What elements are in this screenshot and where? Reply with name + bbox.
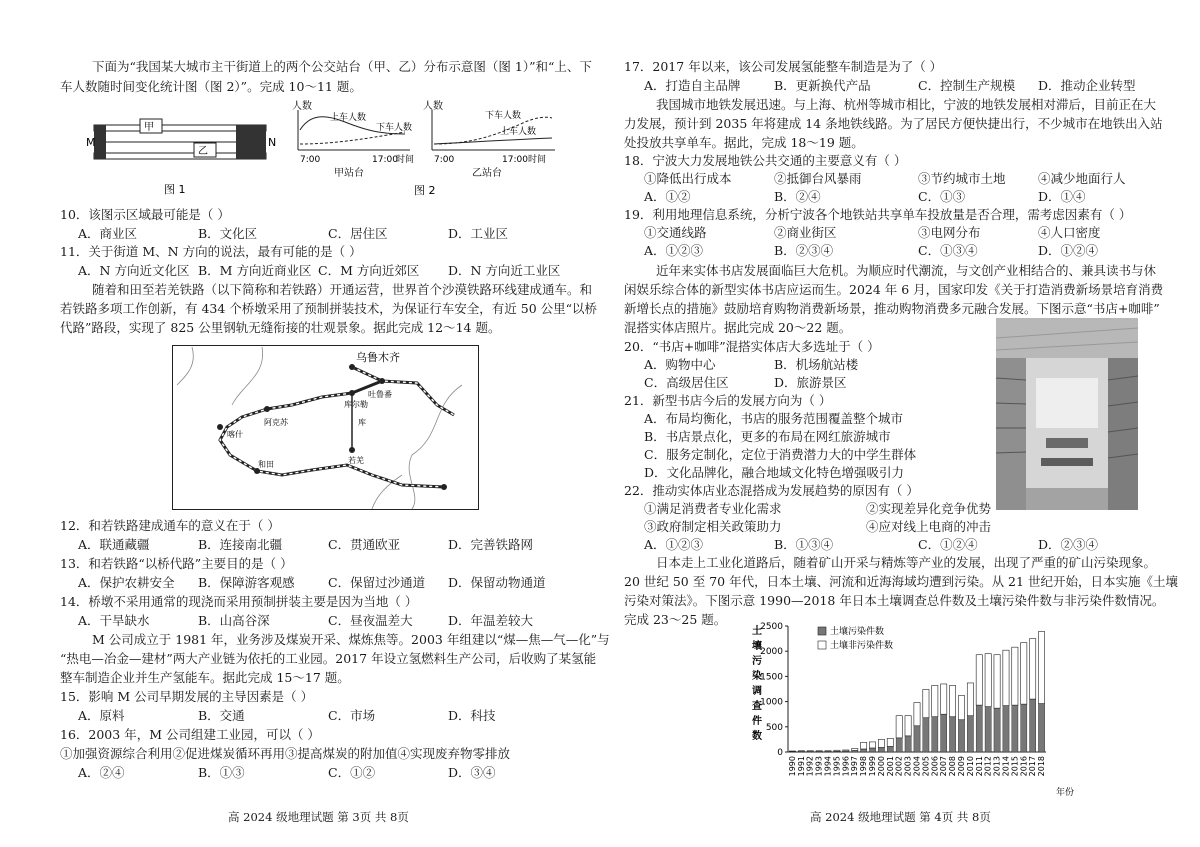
bar-non-polluted-1999 <box>869 742 875 748</box>
q12-opt-d: D．完善铁路网 <box>448 537 534 552</box>
q15-stem: 15．影响 M 公司早期发展的主导因素是（ ） <box>60 689 314 704</box>
map-korla: 库尔勒 <box>344 400 368 409</box>
q20-opt-d: D．旅游景区 <box>774 375 847 390</box>
q14-stem: 14．桥墩不采用通常的现浇而采用预制拼装主要是因为当地（ ） <box>60 594 418 609</box>
q16-opt-a: A．②④ <box>78 765 125 780</box>
chart-ylabel-char: 染 <box>752 671 762 682</box>
bar-non-polluted-1997 <box>852 748 858 750</box>
bar-non-polluted-1996 <box>843 750 849 751</box>
bar-polluted-2012 <box>985 707 991 752</box>
railway-map <box>172 345 480 511</box>
bar-non-polluted-2003 <box>905 716 911 736</box>
q18-item-1: ①降低出行成本 <box>644 171 732 186</box>
q18-item-4: ④减少地面行人 <box>1038 171 1126 186</box>
chart-x-tick-label-2000: 2000 <box>876 756 886 777</box>
bar-polluted-2000 <box>878 747 884 752</box>
rail-intro-2: 若铁路多项工作创新，有 434 个桥墩采用了预制拼装技术，为保证行车安全，有近 50 公里“以桥 <box>60 301 598 316</box>
q12-opt-a: A．联通藏疆 <box>78 537 150 552</box>
chart-xlabel: 年份 <box>1056 788 1075 798</box>
q17-opt-b: B．更新换代产品 <box>774 78 871 93</box>
chart-ylabel-char: 污 <box>752 656 762 667</box>
bs-intro-4: 混搭实体店照片。据此完成 20～22 题。 <box>624 320 852 335</box>
bar-polluted-2003 <box>905 736 911 752</box>
q22-stem: 22．推动实体店业态混搭成为发展趋势的原因有（ ） <box>624 483 919 498</box>
legend-non-polluted-swatch <box>818 641 826 649</box>
q15-opt-b: B．交通 <box>198 708 245 723</box>
bar-polluted-2017 <box>1030 699 1036 752</box>
m-intro-2: “热电—冶金—建材”两大产业链为依托的工业园。2017 年设立氢燃料生产公司，后收购了某氢能 <box>60 651 597 666</box>
fig2-jia-ylabel: 人数 <box>292 101 312 112</box>
q13-opt-b: B．保障游客观感 <box>198 575 295 590</box>
q19-item-3: ③电网分布 <box>918 225 981 240</box>
q16-stem: 16．2003 年，M 公司组建工业园，可以（ ） <box>60 727 320 742</box>
chart-legend <box>818 625 893 651</box>
q20-opt-c: C．高级居住区 <box>644 375 729 390</box>
q18-opt-d: D．①④ <box>1038 189 1086 204</box>
q13-stem: 13．和若铁路“以桥代路”主要目的是（ ） <box>60 556 293 571</box>
bar-polluted-2010 <box>967 716 973 752</box>
q16-opt-c: C．①② <box>328 765 376 780</box>
q21-opt-a: A．布局均衡化，书店的服务范围覆盖整个城市 <box>644 411 904 426</box>
fig2-jia-t2: 17:00 <box>372 155 398 165</box>
map-urumqi: 乌鲁木齐 <box>356 351 400 364</box>
q18-opt-b: B．②④ <box>774 189 821 204</box>
q11-opt-c: C．M 方向近郊区 <box>318 263 420 278</box>
bs-intro-1: 近年来实体书店发展面临巨大危机。为顺应时代潮流，与文创产业相结合的、兼具读书与休 <box>656 263 1157 278</box>
bar-non-polluted-2002 <box>896 716 902 738</box>
q17-opt-c: C．控制生产规模 <box>918 78 1016 93</box>
chart-y-tick-label: 500 <box>765 722 783 733</box>
bar-non-polluted-2014 <box>1003 650 1009 705</box>
q15-opt-c: C．市场 <box>328 708 376 723</box>
chart-x-tick-label-1990: 1990 <box>787 756 797 777</box>
q17-opt-d: D．推动企业转型 <box>1038 78 1136 93</box>
q14-opt-b: B．山高谷深 <box>198 613 270 628</box>
bar-non-polluted-2012 <box>985 654 991 707</box>
bar-non-polluted-2018 <box>1038 632 1044 704</box>
q17-opt-a: A．打造自主品牌 <box>644 78 741 93</box>
rail-intro-1: 随着和田至若羌铁路（以下简称和若铁路）开通运营，世界首个沙漠铁路环线建成通车。和 <box>92 282 593 297</box>
chart-x-tick-label-2008: 2008 <box>948 756 958 777</box>
q12-opt-c: C．贯通欧亚 <box>328 537 401 552</box>
chart-x-tick-label-2006: 2006 <box>930 756 940 777</box>
fig2-jia-station: 甲站台 <box>334 168 364 179</box>
bar-polluted-1998 <box>861 749 867 752</box>
q15-opt-d: D．科技 <box>448 708 496 723</box>
q13-opt-d: D．保留动物通道 <box>448 575 546 590</box>
fig1-caption: 图 1 <box>164 183 186 196</box>
bar-non-polluted-1992 <box>807 751 813 752</box>
q22-item-1: ①满足消费者专业化需求 <box>644 501 782 516</box>
chart-x-tick-label-2016: 2016 <box>1019 756 1029 777</box>
bar-non-polluted-2008 <box>949 685 955 716</box>
bar-non-polluted-2016 <box>1021 643 1027 704</box>
q16-opt-d: D．③④ <box>448 765 496 780</box>
q16-opt-b: B．①③ <box>198 765 245 780</box>
bar-polluted-2006 <box>932 717 938 752</box>
q18-item-3: ③节约城市土地 <box>918 171 1006 186</box>
bar-polluted-2002 <box>896 738 902 752</box>
q14-opt-c: C．昼夜温差大 <box>328 613 413 628</box>
bar-polluted-2001 <box>887 746 893 752</box>
soil-survey-chart <box>744 620 1108 820</box>
q22-opt-b: B．①③④ <box>774 537 834 552</box>
chart-x-tick-label-1999: 1999 <box>868 756 878 777</box>
bar-non-polluted-1990 <box>789 751 795 752</box>
q10-opt-d: D．工业区 <box>448 226 509 241</box>
bar-non-polluted-2011 <box>976 655 982 705</box>
chart-y-tick-label: 1500 <box>760 672 783 683</box>
bar-polluted-1999 <box>869 748 875 752</box>
chart-x-tick-label-2005: 2005 <box>921 756 931 777</box>
q10-opt-a: A．商业区 <box>78 226 138 241</box>
q19-item-2: ②商业街区 <box>774 225 837 240</box>
fig2-yi-station: 乙站台 <box>472 168 502 179</box>
chart-x-tick-label-1994: 1994 <box>823 756 833 777</box>
chart-ylabel-char: 壤 <box>752 641 762 652</box>
legend-polluted-label: 土壤污染件数 <box>830 627 885 637</box>
bar-non-polluted-1991 <box>798 751 804 752</box>
intro-line-2: 车人数随时间变化统计图（图 2）”。完成 10～11 题。 <box>60 79 362 94</box>
q19-opt-c: C．①③④ <box>918 243 978 258</box>
bar-polluted-2013 <box>994 708 1000 752</box>
chart-y-tick-label: 1000 <box>760 697 783 708</box>
fig2-caption: 图 2 <box>414 184 436 197</box>
bar-non-polluted-1993 <box>816 751 822 752</box>
bar-polluted-2018 <box>1038 704 1044 752</box>
chart-x-tick-label-2003: 2003 <box>903 756 913 777</box>
q22-opt-a: A．①②③ <box>644 537 704 552</box>
bar-non-polluted-2013 <box>994 655 1000 708</box>
chart-x-tick-label-2002: 2002 <box>894 756 904 777</box>
chart-x-tick-label-2018: 2018 <box>1037 756 1047 777</box>
m-intro-1: M 公司成立于 1981 年，业务涉及煤炭开采、煤炼焦等。2003 年组建以“煤—焦—气—化”与 <box>92 632 610 647</box>
chart-x-tick-label-1995: 1995 <box>832 756 842 777</box>
chart-x-tick-label-2014: 2014 <box>1001 756 1011 777</box>
chart-x-tick-label-1992: 1992 <box>805 756 815 777</box>
bar-non-polluted-1998 <box>861 742 867 749</box>
chart-x-tick-label-1998: 1998 <box>859 756 869 777</box>
nb-intro-1: 我国城市地铁发展迅速。与上海、杭州等城市相比，宁波的地铁发展相对滞后，目前正在大 <box>656 97 1157 112</box>
figure-1-street-diagram <box>86 105 276 197</box>
q14-opt-d: D．年温差较大 <box>448 613 534 628</box>
q12-opt-b: B．连接南北疆 <box>198 537 283 552</box>
q18-stem: 18．宁波大力发展地铁公共交通的主要意义有（ ） <box>624 153 907 168</box>
bar-non-polluted-2001 <box>887 738 893 746</box>
chart-y-tick-label: 0 <box>777 748 783 758</box>
bs-intro-2: 闲娱乐综合体的新型实体书店应运而生。2024 年 6 月，国家印发《关于打造消费新场景培育消费 <box>624 282 1164 297</box>
chart-x-tick-label-2012: 2012 <box>983 756 993 777</box>
map-ruoqiang: 若羌 <box>348 456 364 465</box>
bar-polluted-2014 <box>1003 706 1009 752</box>
chart-x-tick-label-2015: 2015 <box>1010 756 1020 777</box>
fig2-jia-time: 时间 <box>396 155 415 165</box>
rail-intro-3: 代路”路段，实现了 825 公里钢轨无缝衔接的壮观景象。据此完成 12～14 题。 <box>60 320 501 335</box>
bar-non-polluted-2006 <box>932 685 938 716</box>
bar-polluted-2005 <box>923 718 929 752</box>
map-turpan: 吐鲁番 <box>368 390 392 399</box>
q15-opt-a: A．原料 <box>78 708 125 723</box>
chart-ylabel-char: 调 <box>752 686 762 697</box>
bar-polluted-2016 <box>1021 704 1027 752</box>
fig2-yi-alight: 下车人数 <box>485 111 522 121</box>
q19-item-1: ①交通线路 <box>644 225 707 240</box>
fig2-yi-ylabel: 人数 <box>423 101 443 112</box>
q10-stem: 10．该图示区域最可能是（ ） <box>60 207 230 222</box>
chart-x-tick-label-2007: 2007 <box>939 756 949 777</box>
fig2-yi-t2: 17:00 <box>502 155 528 165</box>
chart-x-tick-label-2004: 2004 <box>912 756 922 777</box>
chart-x-tick-label-2001: 2001 <box>885 756 895 777</box>
fig1-yi-label: 乙 <box>198 146 208 157</box>
q11-opt-a: A．N 方向近文化区 <box>78 263 190 278</box>
bar-non-polluted-2010 <box>967 683 973 716</box>
q11-opt-d: D．N 方向近工业区 <box>448 263 561 278</box>
q22-opt-c: C．①②④ <box>918 537 978 552</box>
jp-intro-4: 完成 23～25 题。 <box>624 612 727 627</box>
chart-x-tick-label-2017: 2017 <box>1028 756 1038 777</box>
jp-intro-3: 污染对策法》。下图示意 1990—2018 年日本土壤调查总件数及土壤污染件数与非污染件数情况。 <box>624 593 1165 608</box>
bar-polluted-2011 <box>976 705 982 752</box>
jp-intro-2: 20 世纪 50 至 70 年代，日本土壤、河流和近海海域均遭到污染。从 21 世纪开始，日本实施《土壤 <box>624 574 1178 589</box>
chart-ylabel-char: 件 <box>752 716 762 727</box>
chart-x-tick-label-1991: 1991 <box>796 756 806 777</box>
q20-opt-b: B．机场航站楼 <box>774 357 859 372</box>
bar-polluted-2008 <box>949 717 955 752</box>
q18-opt-a: A．①② <box>644 189 691 204</box>
bar-non-polluted-2005 <box>923 690 929 718</box>
bar-non-polluted-2004 <box>914 703 920 726</box>
q19-stem: 19．利用地理信息系统，分析宁波各个地铁站共享单车投放量是否合理，需考虑因素有（ ） <box>624 207 1132 222</box>
jp-intro-1: 日本走上工业化道路后，随着矿山开采与精炼等产业的发展，出现了严重的矿山污染现象。 <box>656 555 1157 570</box>
q20-opt-a: A．购物中心 <box>644 357 716 372</box>
chart-ylabel-char: 土 <box>752 626 762 637</box>
bar-polluted-2009 <box>958 720 964 752</box>
bar-non-polluted-2000 <box>878 739 884 747</box>
chart-x-tick-label-2011: 2011 <box>974 756 984 777</box>
fig1-M-label: M <box>86 136 96 149</box>
fig1-jia-label: 甲 <box>144 122 154 133</box>
q10-opt-c: C．居住区 <box>328 226 388 241</box>
bar-non-polluted-2015 <box>1012 647 1018 705</box>
chart-x-tick-label-1996: 1996 <box>841 756 851 777</box>
fig2-yi-board: 上车人数 <box>500 127 537 137</box>
bar-polluted-2004 <box>914 726 920 752</box>
chart-ylabel-char: 数 <box>752 731 762 742</box>
q22-item-2: ②实现差异化竞争优势 <box>866 501 992 516</box>
m-intro-3: 整车制造企业并生产氢能车。据此完成 15～17 题。 <box>60 670 350 685</box>
bar-non-polluted-2009 <box>958 696 964 720</box>
map-hotan: 和田 <box>258 460 274 469</box>
bs-intro-3: 新增长点的措施》鼓励培育购物消费新场景，推动购物消费多元融合发展。下图示意“书店+咖啡” <box>624 301 1160 316</box>
chart-x-tick-label-1993: 1993 <box>814 756 824 777</box>
q11-stem: 11．关于街道 M、N 方向的说法，最有可能的是（ ） <box>60 244 362 259</box>
chart-ylabel-char: 查 <box>752 701 762 712</box>
q19-opt-a: A．①②③ <box>644 243 704 258</box>
right-footer: 高 2024 级地理试题 第 4页 共 8页 <box>810 810 991 824</box>
chart-x-tick-label-1997: 1997 <box>850 756 860 777</box>
bar-non-polluted-1995 <box>834 750 840 751</box>
q18-item-2: ②抵御台风暴雨 <box>774 171 862 186</box>
q22-item-4: ④应对线上电商的冲击 <box>866 519 992 534</box>
figure-2-passenger-chart <box>290 100 570 200</box>
q17-stem: 17．2017 年以来，该公司发展氢能整车制造是为了（ ） <box>624 59 943 74</box>
q21-stem: 21．新型书店今后的发展方向为（ ） <box>624 393 832 408</box>
q19-item-4: ④人口密度 <box>1038 225 1101 240</box>
fig2-yi-time: 时间 <box>528 155 547 165</box>
q21-opt-c: C．服务定制化，定位于消费潜力大的中学生群体 <box>644 447 917 462</box>
nb-intro-3: 处投放共享单车。据此，完成 18～19 题。 <box>624 135 864 150</box>
q14-opt-a: A．干旱缺水 <box>78 613 150 628</box>
chart-y-tick-label: 2000 <box>760 647 783 658</box>
q13-opt-c: C．保留过沙通道 <box>328 575 426 590</box>
bar-non-polluted-2017 <box>1030 639 1036 699</box>
chart-x-tick-label-2009: 2009 <box>956 756 966 777</box>
q21-opt-d: D．文化品牌化，融合地域文化特色增强吸引力 <box>644 465 905 480</box>
q11-opt-b: B．M 方向近商业区 <box>198 263 312 278</box>
bar-non-polluted-2007 <box>941 684 947 714</box>
fig2-jia-t1: 7:00 <box>300 155 321 165</box>
map-aksu: 阿克苏 <box>264 418 288 427</box>
bar-polluted-2007 <box>941 714 947 752</box>
bookstore-cafe-photo <box>996 318 1138 510</box>
legend-polluted-swatch <box>818 627 826 635</box>
q12-stem: 12．和若铁路建成通车的意义在于（ ） <box>60 518 280 533</box>
q10-opt-b: B．文化区 <box>198 226 258 241</box>
bar-non-polluted-1994 <box>825 751 831 752</box>
map-kashi: 喀什 <box>227 430 243 439</box>
q21-opt-b: B．书店景点化，更多的布局在网红旅游城市 <box>644 429 891 444</box>
chart-x-tick-label-2013: 2013 <box>992 756 1002 777</box>
nb-intro-2: 力发展，预计到 2035 年将建成 14 条地铁线路。为了居民方便快捷出行，不少城市在地铁出入站 <box>624 116 1163 131</box>
q16-items: ①加强资源综合利用②促进煤炭循环再用③提高煤炭的附加值④实现废弃物零排放 <box>60 746 511 761</box>
q19-opt-b: B．②③④ <box>774 243 834 258</box>
q20-stem: 20．“书店+咖啡”混搭实体店大多选址于（ ） <box>624 339 880 354</box>
left-footer: 高 2024 级地理试题 第 3页 共 8页 <box>228 810 409 824</box>
fig2-yi-t1: 7:00 <box>434 155 455 165</box>
q22-item-3: ③政府制定相关政策助力 <box>644 519 782 534</box>
bar-polluted-2015 <box>1012 705 1018 752</box>
fig2-jia-board: 上车人数 <box>330 113 367 123</box>
q18-opt-c: C．①③ <box>918 189 966 204</box>
fig2-jia-alight: 下车人数 <box>376 123 413 133</box>
chart-x-tick-label-2010: 2010 <box>965 756 975 777</box>
intro-line-1: 下面为“我国某大城市主干街道上的两个公交站台（甲、乙）分布示意图（图 1）”和“上、下 <box>92 59 592 74</box>
legend-non-polluted-label: 土壤非污染件数 <box>830 641 894 651</box>
fig1-N-label: N <box>268 136 276 149</box>
q13-opt-a: A．保护农耕安全 <box>78 575 175 590</box>
map-kuqa: 库 <box>358 418 366 427</box>
q19-opt-d: D．①②④ <box>1038 243 1099 258</box>
q22-opt-d: D．②③④ <box>1038 537 1099 552</box>
chart-y-tick-label: 2500 <box>760 622 783 632</box>
